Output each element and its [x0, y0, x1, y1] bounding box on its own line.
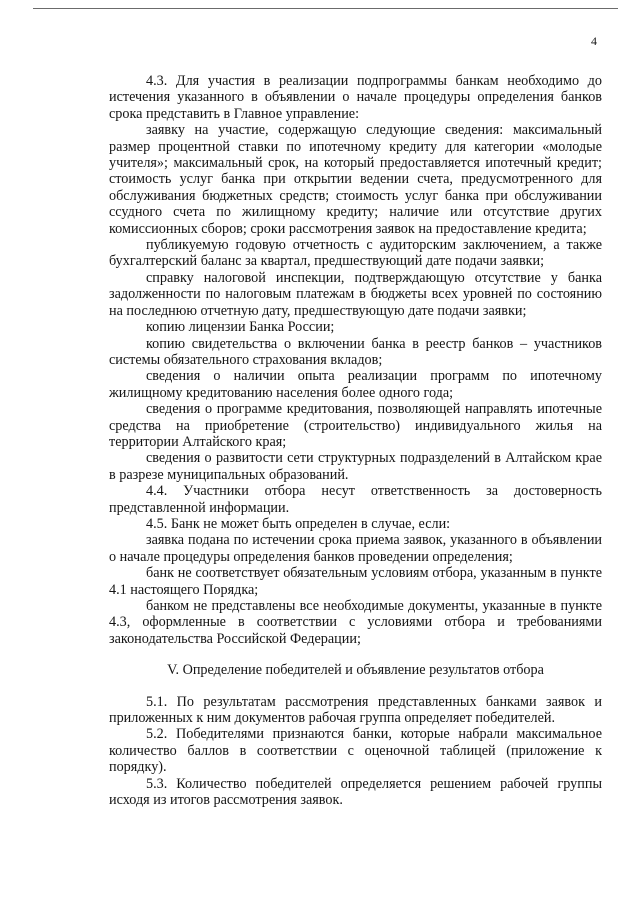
document-body	[109, 73, 602, 808]
list-item-application: заявку на участие, содержащую следующие сведения: максимальный размер процентной ставки по ипотечному кредиту для категории «молодые учителя»; максимальный срок, на который предоставляется ипотечный кредит; стоимость услуг банка при открытии ведении счета, предусмотренного для обслуживания бюджетных средств; стоимость услуг банка при обслуживании ссудного счета по жилищному кредиту; наличие или отсутствие других комиссионных сборов; сроки рассмотрения заявок на предоставление кредита;	[109, 122, 602, 237]
paragraph-5-1: 5.1. По результатам рассмотрения представленных банками заявок и приложенных к ним документов рабочая группа определяет победителей.	[109, 693, 602, 727]
list-item-lending-program: сведения о программе кредитования, позволяющей направлять ипотечные средства на приобретение (строительство) индивидуального жилья на территории Алтайского края;	[109, 401, 602, 450]
top-border-line	[33, 8, 618, 9]
list-item-annual-report: публикуемую годовую отчетность с аудиторским заключением, а также бухгалтерский баланс за квартал, предшествующий дате подачи заявки;	[109, 237, 602, 270]
section-heading: V. Определение победителей и объявление результатов отбора	[167, 662, 544, 679]
paragraph-4-5: 4.5. Банк не может быть определен в случае, если:	[146, 515, 451, 532]
list-item-tax-certificate: справку налоговой инспекции, подтверждающую отсутствие у банка задолженности по налоговым платежам в бюджеты всех уровней по состоянию на последнюю отчетную дату, предшествующую дате подачи заявки;	[109, 269, 602, 319]
paragraph-5-2: 5.2. Победителями признаются банки, которые набрали максимальное количество баллов в соответствии с оценочной таблицей (приложение к порядку).	[109, 726, 602, 776]
page-number: 4	[591, 34, 597, 48]
list-item-experience: сведения о наличии опыта реализации программ по ипотечному жилищному кредитованию населения более одного года;	[109, 368, 602, 401]
list-item-license-copy: копию лицензии Банка России;	[146, 319, 335, 336]
list-item-registry-certificate: копию свидетельства о включении банка в реестр банков – участников системы обязательного страхования вкладов;	[109, 335, 602, 368]
paragraph-4-4: 4.4. Участники отбора несут ответственность за достоверность представленной информации.	[109, 483, 602, 516]
list-item-late-application: заявка подана по истечении срока приема заявок, указанного в объявлении о начале процедуры определения банков проведении определения;	[109, 532, 602, 565]
paragraph-4-3: 4.3. Для участия в реализации подпрограммы банкам необходимо до истечения указанного в объявлении о начале процедуры определения банков срока представить в Главное управление:	[109, 73, 602, 122]
list-item-branch-network: сведения о развитости сети структурных подразделений в Алтайском крае в разрезе муниципальных образований.	[109, 450, 602, 483]
paragraph-5-3: 5.3. Количество победителей определяется решением рабочей группы исходя из итогов рассмотрения заявок.	[109, 775, 602, 809]
list-item-not-compliant: банк не соответствует обязательным условиям отбора, указанным в пункте 4.1 настоящего Порядка;	[109, 565, 602, 598]
list-item-missing-documents: банком не представлены все необходимые документы, указанные в пункте 4.3, оформленные в соответствии с условиями отбора и требованиями законодательства Российской Федерации;	[109, 598, 602, 647]
